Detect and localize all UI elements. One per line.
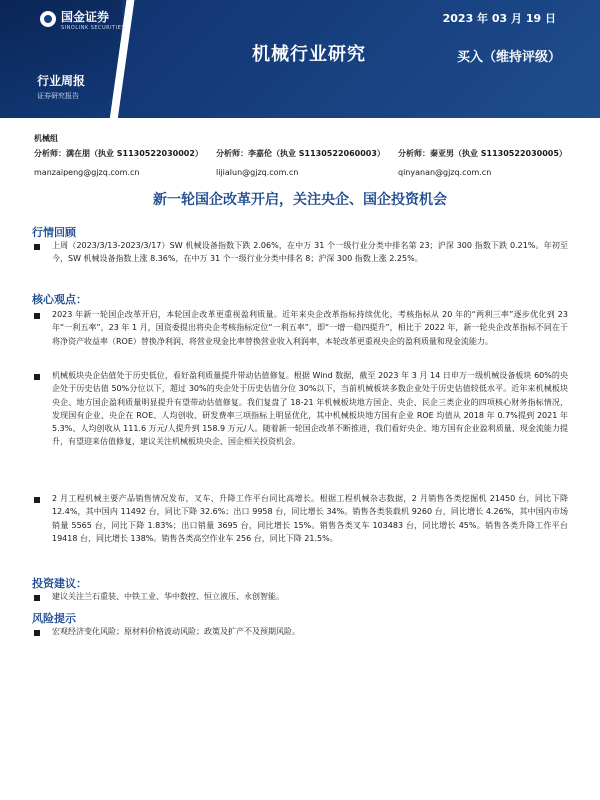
report-subtype: 证券研究报告 — [37, 92, 79, 100]
section-risk-title: 风险提示 — [32, 612, 76, 625]
risk-text: 宏观经济变化风险；原材料价格波动风险；政策及扩产不及预期风险。 — [52, 627, 300, 636]
bullet-icon — [34, 374, 40, 380]
analyst-1-email[interactable]: manzaipeng@gjzq.com.cn — [34, 168, 140, 177]
logo-wordmark — [61, 6, 125, 32]
analyst-1: 分析师：满在朋（执业 S1130522030002） — [34, 149, 203, 158]
section-core-views-title: 核心观点： — [32, 293, 87, 306]
company-name-en: SINOLINK SECURITIES — [61, 25, 125, 31]
bullet-icon — [34, 630, 40, 636]
rating-badge: 买入（维持评级） — [457, 50, 562, 65]
report-header — [0, 0, 600, 118]
analyst-2-email[interactable]: lijialun@gjzq.com.cn — [216, 168, 299, 177]
analyst-2: 分析师：李嘉伦（执业 S1130522060003） — [216, 149, 385, 158]
report-headline: 新一轮国企改革开启，关注央企、国企投资机会 — [153, 192, 447, 208]
company-name: 国金证券 — [61, 10, 110, 24]
bullet-icon — [34, 497, 40, 503]
analyst-group: 机械组 — [34, 134, 58, 143]
report-type: 行业周报 — [37, 74, 86, 88]
report-date: 2023 年 03 月 19 日 — [442, 12, 556, 25]
section-investment-advice-title: 投资建议： — [32, 577, 87, 590]
core-point-2: 机械板块央企估值处于历史低位，看好盈利质量提升带动估值修复。根据 Wind 数据，截至 2023 年 3 月 14 日申万一级机械设备板块 60%的央企处于历史估值 50%分位以下，超过 30%的央企处于历史估值分位 30%以下，当前机械板块多数企业处于历史估值较低水平。近年来机械板块央企、地方国企盈利质量明显提升有望带动估值修复。我们复盘了 18-21 年机械板块地方国企、央企、民企三类企业的四项核心财务指标情况，发现国有企业、央企在 ROE、人均创收、研发费率三项指标上明显优化，其中机械板块地方国有企业 ROE 均值从 2018 年 0.7%提到 2021 年 5.3%、人均创收从 111.6 万元/人提升到 158.9 万元/人。随着新一轮国企改革不断推进，我们看好央企、地方国有企业盈利质量、现金流能力提升，有望迎来估值修复，建议关注机械板块央企、国企相关投资机会。 — [52, 371, 568, 447]
analyst-3: 分析师：秦亚男（执业 S1130522030005） — [398, 149, 567, 158]
report-title: 机械行业研究 — [252, 44, 366, 65]
bullet-icon — [34, 244, 40, 250]
bullet-icon — [34, 313, 40, 319]
core-point-3: 2 月工程机械主要产品销售情况发布，叉车、升降工作平台同比高增长。根据工程机械杂志数据，2 月销售各类挖掘机 21450 台，同比下降 12.4%，其中国内 11492 台，同比下降 32.6%；出口 9958 台，同比增长 34%。销售各类装载机 9260 台，同比增长 4.26%，其中国内市场销量 5565 台，同比下降 1.83%；出口销量 3695 台，同比增长 15%。销售各类叉车 103483 台，同比增长 45%。销售各类升降工作平台 19418 台，同比增长 138%。销售各类高空作业车 256 台，同比下降 21.5%。 — [52, 494, 568, 543]
company-logo — [40, 6, 125, 32]
section-market-review-title: 行情回顾 — [32, 226, 76, 239]
logo-mark-icon — [40, 11, 56, 27]
investment-advice-text: 建议关注兰石重装、中铁工业、华中数控、恒立液压、永创智能。 — [52, 592, 284, 601]
analyst-3-email[interactable]: qinyanan@gjzq.com.cn — [398, 168, 492, 177]
core-point-1: 2023 年新一轮国企改革开启，本轮国企改革更重视盈利质量。近年来央企改革指标持续优化，考核指标从 20 年的“两利三率”逐步优化到 23 年“一利五率”，23 年 1 月，国资委提出将央企考核指标定位“一利五率”，即“一增一稳四提升”，相比于 2022 年，新一轮央企改革指标不同在于将净资产收益率（ROE）替换净利润、将营业现金比率替换营业收入利润率，本轮改革更重视央企的盈利质量和现金流能力。 — [52, 310, 568, 346]
bullet-icon — [34, 595, 40, 601]
market-review-text: 上周（2023/3/13-2023/3/17）SW 机械设备指数下跌 2.06%，在中万 31 个一级行业分类中排名第 23；沪深 300 指数下跌 0.21%。年初至今，SW 机械设备指数上涨 8.36%，在中万 31 个一级行业分类中排名 8；沪深 300 指数上涨 2.25%。 — [52, 241, 568, 264]
